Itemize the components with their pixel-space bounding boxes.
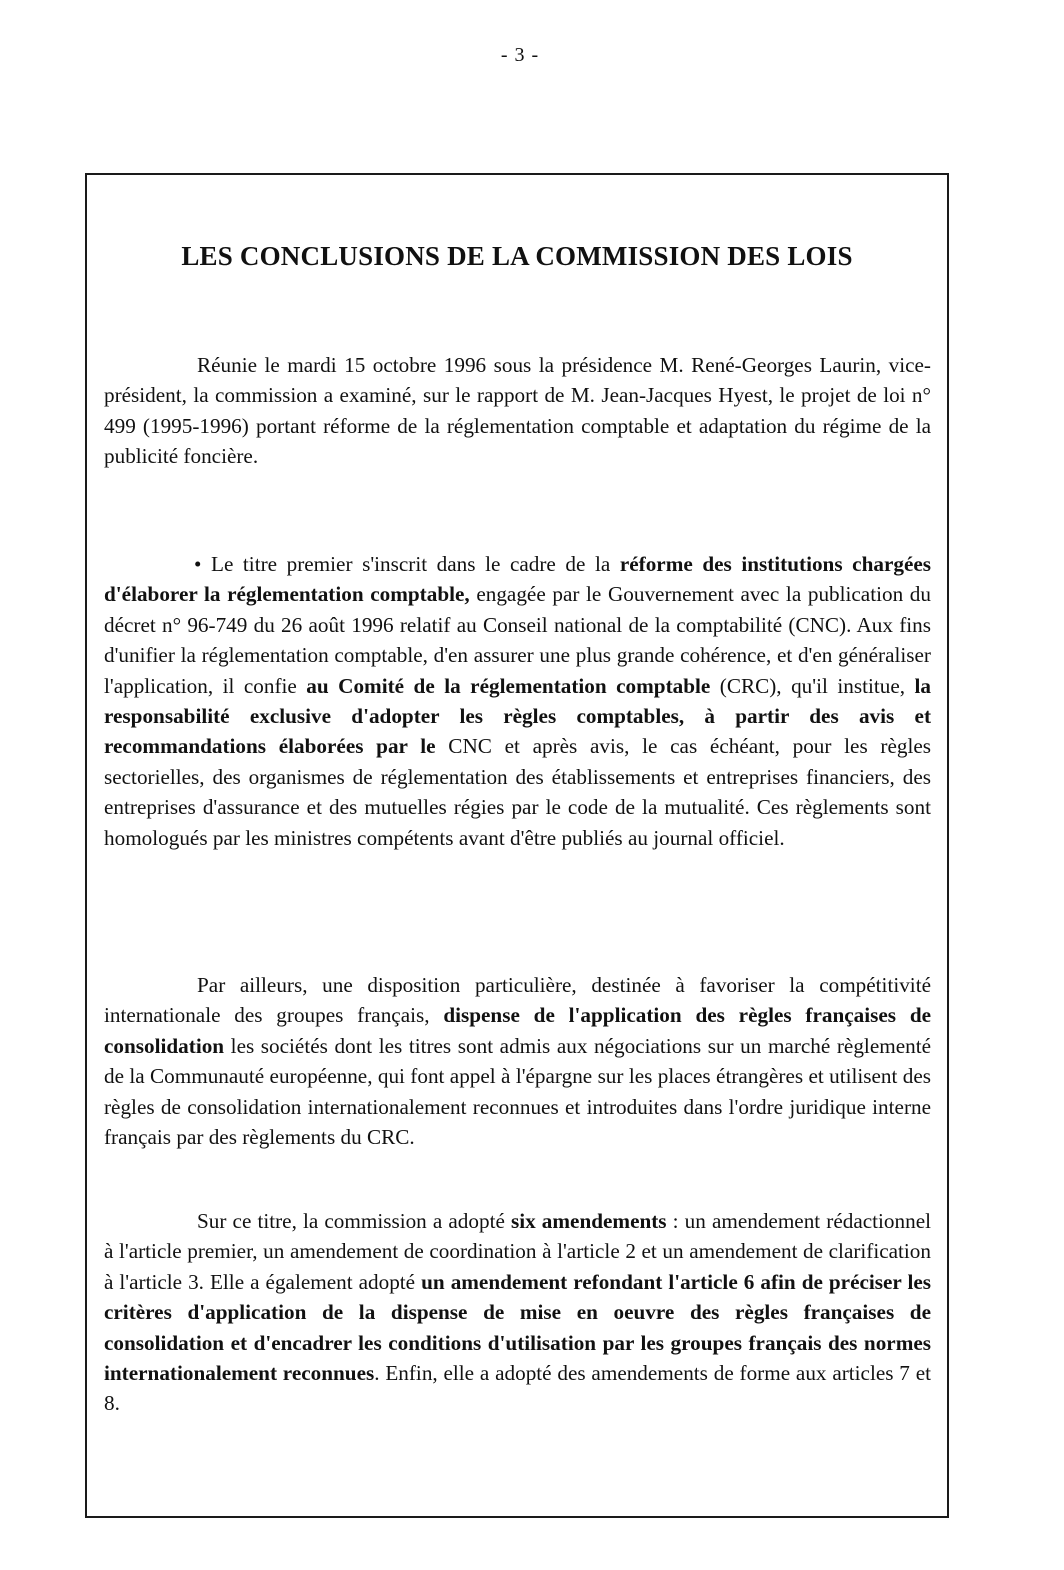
- p2-text-3: (CRC), qu'il institue,: [710, 673, 915, 698]
- p2-text-4: CNC et après avis, le cas échéant, pour les règles sectorielles, des organismes de réglementation des établissements et entreprises financiers, des entreprises d'assurance et des mutuelles régies par le code de la mutualité. Ces règlements sont homologués par les ministres compétents avant d'être publiés au journal officiel.: [104, 734, 931, 850]
- p3-text-2: les sociétés dont les titres sont admis aux négociations sur un marché règlementé de la Communauté européenne, qui font appel à l'épargne sur les places étrangères et utilisent des règles de consolidation internationalement reconnues et introduites dans l'ordre juridique interne français par des règlements du CRC.: [104, 1033, 931, 1150]
- paragraph-intro-text: Réunie le mardi 15 octobre 1996 sous la présidence M. René-Georges Laurin, vice-président, la commission a examiné, sur le rapport de M. Jean-Jacques Hyest, le projet de loi n° 499 (1995-1996) portant réforme de la réglementation comptable et adaptation du régime de la publicité foncière.: [104, 353, 931, 469]
- p2-bold-2: au Comité de la réglementation comptable: [306, 673, 711, 698]
- p4-text-1: Sur ce titre, la commission a adopté: [197, 1209, 511, 1233]
- paragraph-titre-premier: [104, 549, 931, 853]
- p2-bold-1: réforme des institutions chargées d'élaborer la réglementation comptable,: [104, 552, 931, 607]
- page-number: - 3 -: [500, 44, 540, 66]
- p4-bold-2: un amendement refondant l'article 6 afin de préciser les critères d'application de la dispense de mise en oeuvre des règles françaises de consolidation et d'encadrer les conditions d'utilisation par les groupes français des normes internationalement reconnues: [104, 1269, 931, 1386]
- paragraph-disposition: [104, 970, 931, 1152]
- p2-text-2: engagée par le Gouvernement avec la publication du décret n° 96-749 du 26 août 1996 relatif au Conseil national de la comptabilité (CNC). Aux fins d'unifier la réglementation comptable, d'en assurer une plus grande cohérence, et d'en généraliser l'application, il confie: [104, 582, 931, 698]
- p3-text-1: Par ailleurs, une disposition particulière, destinée à favoriser la compétitivité internationale des groupes français,: [104, 973, 931, 1028]
- p3-bold-1: dispense de l'application des règles françaises de consolidation: [104, 1003, 932, 1058]
- p4-text-2: : un amendement rédactionnel à l'article premier, un amendement de coordination à l'article 2 et un amendement de clarification à l'article 3. Elle a également adopté: [104, 1209, 931, 1294]
- p2-bold-3: la responsabilité exclusive d'adopter les règles comptables, à partir des avis et recommandations élaborées par le: [104, 673, 931, 759]
- p4-text-3: . Enfin, elle a adopté des amendements de forme aux articles 7 et 8.: [104, 1361, 931, 1416]
- p4-bold-1: six amendements: [510, 1209, 667, 1233]
- bullet-icon: •: [194, 552, 202, 576]
- paragraph-amendements: [104, 1206, 931, 1419]
- paragraph-intro: [104, 350, 931, 472]
- section-title: LES CONCLUSIONS DE LA COMMISSION DES LOIS: [181, 241, 853, 271]
- p2-text-1: Le titre premier s'inscrit dans le cadre de la: [211, 552, 620, 576]
